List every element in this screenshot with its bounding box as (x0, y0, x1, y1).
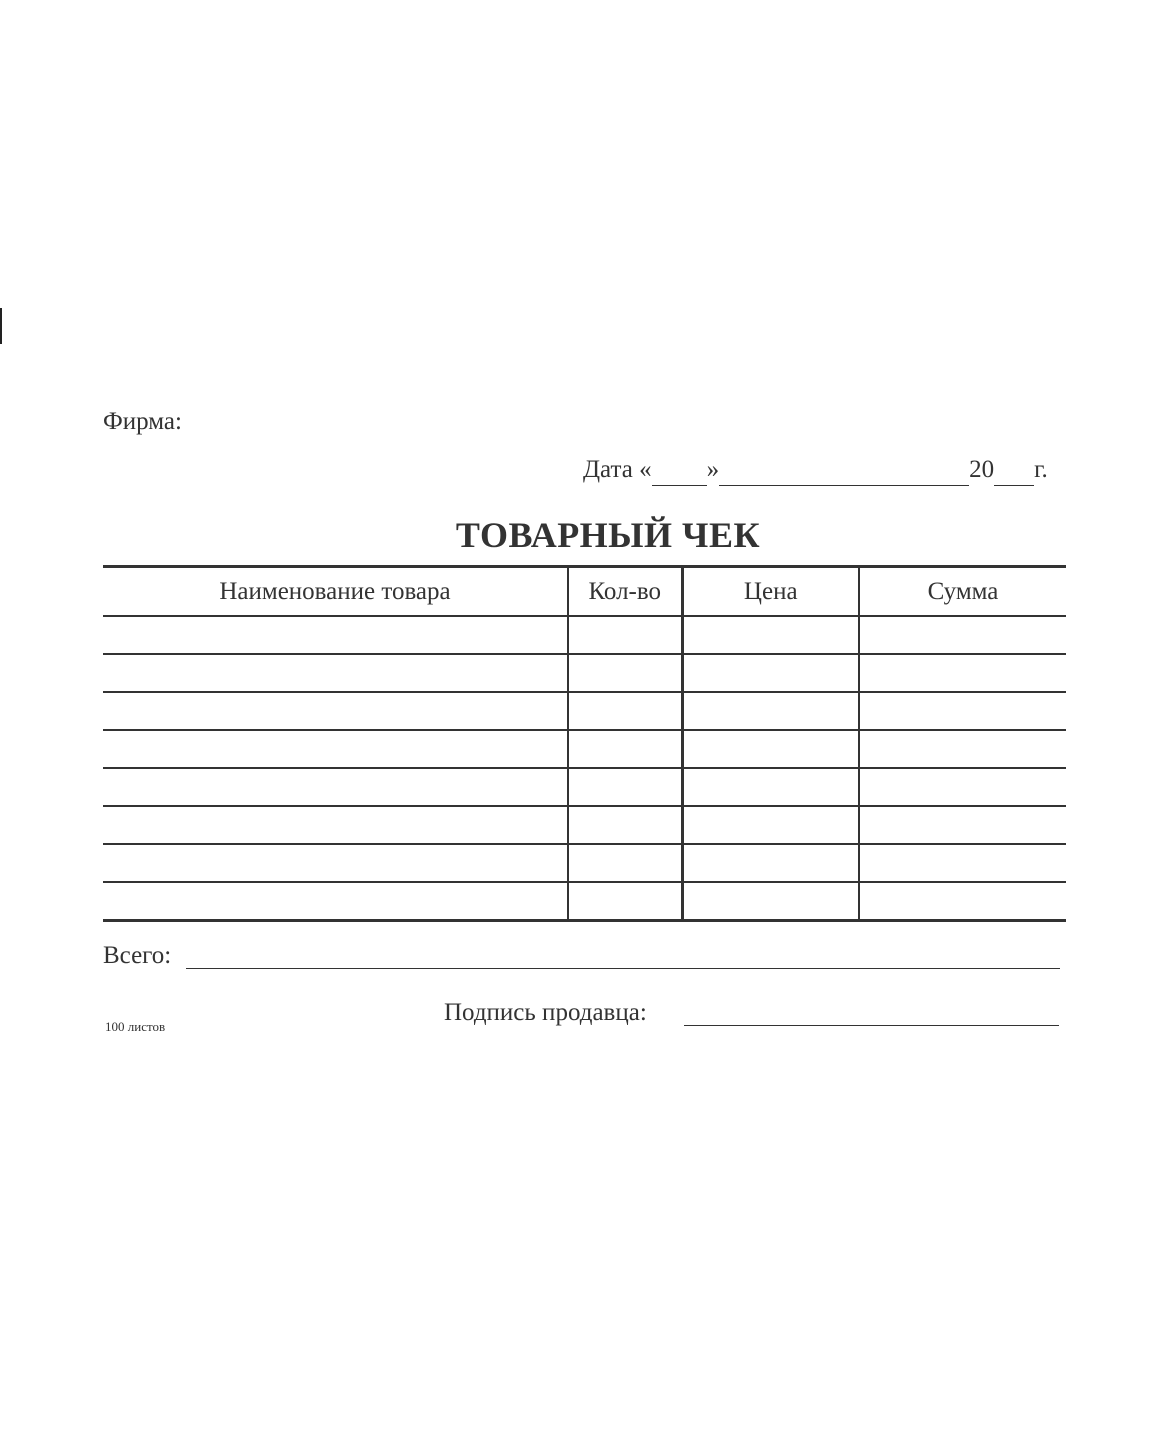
cell-quantity[interactable] (568, 844, 682, 882)
header-quantity: Кол-во (568, 567, 682, 617)
table-header-row (103, 567, 1066, 617)
total-field[interactable] (186, 968, 1060, 969)
header-item-name: Наименование товара (103, 567, 568, 617)
cell-price[interactable] (682, 806, 859, 844)
date-quote-close: » (706, 456, 720, 483)
table-row (103, 882, 1066, 921)
receipt-table (103, 565, 1066, 922)
total-label: Всего: (103, 942, 172, 969)
table-row (103, 730, 1066, 768)
cell-item-name[interactable] (103, 844, 568, 882)
cell-sum[interactable] (859, 730, 1066, 768)
date-line (583, 454, 1048, 486)
page-edge-mark (0, 308, 2, 344)
cell-quantity[interactable] (568, 806, 682, 844)
cell-sum[interactable] (859, 692, 1066, 730)
table-row (103, 692, 1066, 730)
year-prefix: 20 (969, 456, 995, 483)
cell-item-name[interactable] (103, 768, 568, 806)
cell-sum[interactable] (859, 616, 1066, 654)
cell-item-name[interactable] (103, 882, 568, 921)
day-field[interactable] (652, 459, 707, 486)
table-row (103, 616, 1066, 654)
cell-price[interactable] (682, 730, 859, 768)
cell-price[interactable] (682, 654, 859, 692)
table-body (103, 616, 1066, 921)
table-row (103, 806, 1066, 844)
receipt-title: ТОВАРНЫЙ ЧЕК (455, 515, 761, 555)
cell-item-name[interactable] (103, 730, 568, 768)
cell-sum[interactable] (859, 768, 1066, 806)
cell-item-name[interactable] (103, 654, 568, 692)
header-sum: Сумма (859, 567, 1066, 617)
cell-quantity[interactable] (568, 768, 682, 806)
cell-quantity[interactable] (568, 654, 682, 692)
cell-sum[interactable] (859, 654, 1066, 692)
cell-price[interactable] (682, 692, 859, 730)
cell-item-name[interactable] (103, 692, 568, 730)
cell-quantity[interactable] (568, 692, 682, 730)
cell-sum[interactable] (859, 882, 1066, 921)
cell-item-name[interactable] (103, 616, 568, 654)
header-price: Цена (682, 567, 859, 617)
cell-sum[interactable] (859, 806, 1066, 844)
firm-label: Фирма: (103, 408, 182, 435)
cell-price[interactable] (682, 844, 859, 882)
cell-price[interactable] (682, 616, 859, 654)
date-label: Дата « (583, 456, 652, 483)
year-suffix: г. (1034, 456, 1048, 483)
table-row (103, 768, 1066, 806)
cell-item-name[interactable] (103, 806, 568, 844)
cell-quantity[interactable] (568, 616, 682, 654)
month-field[interactable] (719, 459, 969, 486)
cell-sum[interactable] (859, 844, 1066, 882)
table-row (103, 654, 1066, 692)
signature-label: Подпись продавца: (444, 999, 647, 1026)
sheets-note: 100 листов (105, 1019, 166, 1034)
cell-quantity[interactable] (568, 730, 682, 768)
table-row (103, 844, 1066, 882)
cell-price[interactable] (682, 768, 859, 806)
cell-price[interactable] (682, 882, 859, 921)
signature-field[interactable] (684, 1025, 1059, 1026)
cell-quantity[interactable] (568, 882, 682, 921)
year-field[interactable] (994, 459, 1034, 486)
